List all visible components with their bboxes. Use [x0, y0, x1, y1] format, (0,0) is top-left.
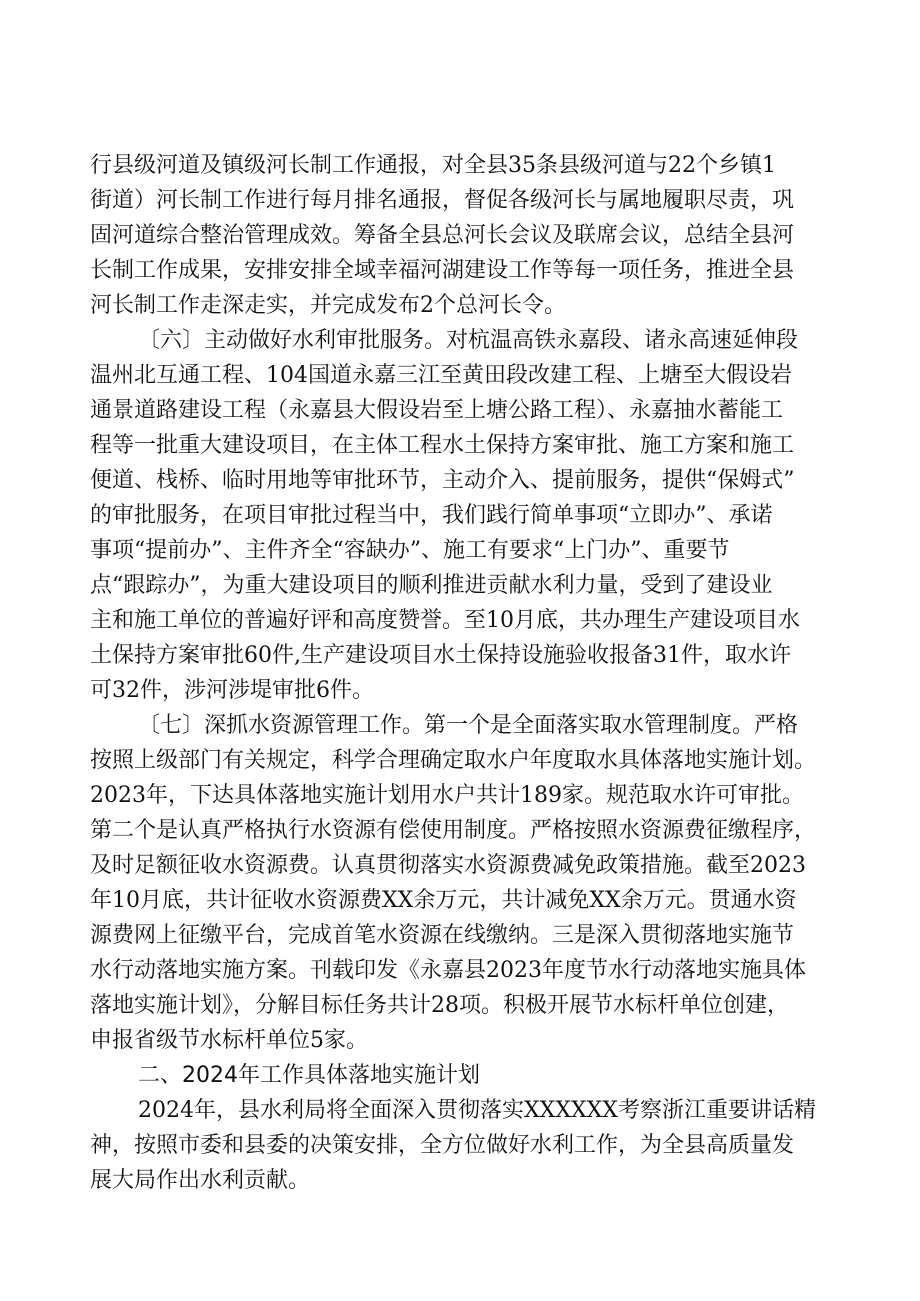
body-text-line: 第二个是认真严格执行水资源有偿使用制度。严格按照水资源费征缴程序，	[90, 818, 817, 843]
body-text-line: 神，按照市委和县委的决策安排，全方位做好水利工作，为全县高质量发	[90, 1133, 795, 1158]
body-text-line: 程等一批重大建设项目，在主体工程水土保持方案审批、施工方案和施工	[90, 433, 795, 458]
body-text-line: 的审批服务，在项目审批过程当中，我们践行简单事项“立即办”、承诺	[90, 503, 773, 528]
body-text-line: 通景道路建设工程（永嘉县大假设岩至上塘公路工程）、永嘉抽水蓄能工	[90, 398, 784, 423]
body-text-line: 事项“提前办”、主件齐全“容缺办”、施工有要求“上门办”、重要节	[90, 538, 730, 563]
body-text-line: 2023年，下达具体落地实施计划用水户共计189家。规范取水许可审批。	[90, 783, 804, 808]
paragraph-first-line: 〔六〕主动做好水利审批服务。对杭温高铁永嘉段、诸永高速延伸段	[138, 328, 799, 353]
body-text-line: 按照上级部门有关规定，科学合理确定取水户年度取水具体落地实施计划。	[90, 748, 817, 773]
body-text-line: 展大局作出水利贡献。	[90, 1168, 311, 1193]
body-text-line: 便道、栈桥、临时用地等审批环节，主动介入、提前服务，提供“保姆式”	[90, 468, 795, 493]
body-text-line: 及时足额征收水资源费。认真贯彻落实水资源费减免政策措施。截至2023	[90, 853, 806, 878]
body-text-line: 年10月底，共计征收水资源费XX余万元，共计减免XX余万元。贯通水资	[90, 888, 797, 913]
paragraph-first-line: 2024年，县水利局将全面深入贯彻落实XXXXXX考察浙江重要讲话精	[138, 1098, 816, 1123]
body-text-line: 温州北互通工程、104国道永嘉三江至黄田段改建工程、上塘至大假设岩	[90, 363, 792, 388]
body-text-line: 源费网上征缴平台，完成首笔水资源在线缴纳。三是深入贯彻落地实施节	[90, 923, 795, 948]
section-heading: 二、2024年工作具体落地实施计划	[138, 1063, 480, 1088]
body-text-line: 主和施工单位的普遍好评和高度赞誉。至10月底，共办理生产建设项目水	[90, 608, 800, 633]
body-text-line: 点“跟踪办”，为重大建设项目的顺利推进贡献水利力量，受到了建设业	[90, 573, 773, 598]
body-text-line: 落地实施计划》，分解目标任务共计28项。积极开展节水标杆单位创建，	[90, 993, 789, 1018]
body-text-line: 可32件，涉河涉堤审批6件。	[90, 678, 374, 703]
body-text-line: 固河道综合整治管理成效。筹备全县总河长会议及联席会议，总结全县河	[90, 223, 795, 248]
body-text-line: 土保持方案审批60件,生产建设项目水土保持设施验收报备31件，取水许	[90, 643, 791, 668]
body-text-line: 水行动落地实施方案。刊载印发《永嘉县2023年度节水行动落地实施具体	[90, 958, 806, 983]
body-text-line: 河长制工作走深走实，并完成发布2个总河长令。	[90, 293, 566, 318]
body-text-line: 行县级河道及镇级河长制工作通报，对全县35条县级河道与22个乡镇1	[90, 153, 776, 178]
body-text-line: 申报省级节水标杆单位5家。	[90, 1028, 368, 1053]
body-text-line: 街道）河长制工作进行每月排名通报，督促各级河长与属地履职尽责，巩	[90, 188, 795, 213]
paragraph-first-line: 〔七〕深抓水资源管理工作。第一个是全面落实取水管理制度。严格	[138, 713, 799, 738]
body-text-line: 长制工作成果，安排安排全域幸福河湖建设工作等每一项任务，推进全县	[90, 258, 795, 283]
